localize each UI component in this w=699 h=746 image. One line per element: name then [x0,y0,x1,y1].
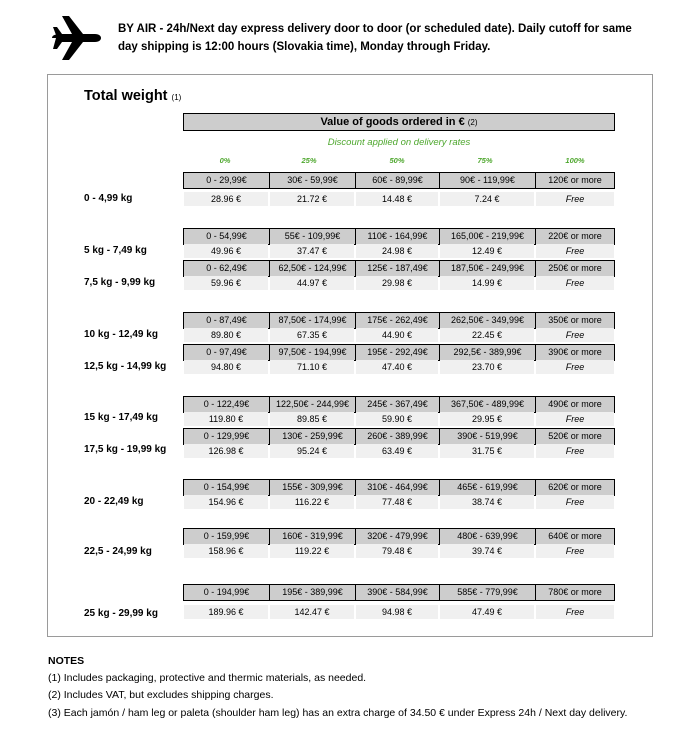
delivery-price-cell: Free [536,495,614,509]
delivery-price-cell: 95.24 € [270,444,354,458]
value-range-cell: 160€ - 319,99€ [269,528,356,545]
delivery-price-cell: Free [536,544,614,558]
value-range-cell: 0 - 154,99€ [183,479,270,496]
delivery-price-cell: Free [536,444,614,458]
value-range-cell: 245€ - 367,49€ [355,396,440,413]
value-range-cell: 310€ - 464,99€ [355,479,440,496]
value-range-cell: 195€ - 292,49€ [355,344,440,361]
delivery-price-cell: Free [536,412,614,426]
value-range-cell: 220€ or more [535,228,615,245]
delivery-price-cell: 49.96 € [184,244,268,258]
value-range-cell: 292,5€ - 389,99€ [439,344,536,361]
shipping-description: BY AIR - 24h/Next day express delivery door to door (or scheduled date). Daily cutoff for same day shipping is 12:00 hours (Slovakia time), Monday through Friday. [118,23,632,53]
delivery-price-cell: 31.75 € [440,444,534,458]
value-range-cell: 110€ - 164,99€ [355,228,440,245]
delivery-price-cell: 63.49 € [356,444,438,458]
value-range-cell: 0 - 29,99€ [183,172,270,189]
delivery-price-cell: 21.72 € [270,192,354,206]
value-range-cell: 250€ or more [535,260,615,277]
delivery-price-cell: 29.95 € [440,412,534,426]
delivery-price-cell: 44.90 € [356,328,438,342]
delivery-price-cell: 154.96 € [184,495,268,509]
value-range-cell: 130€ - 259,99€ [269,428,356,445]
value-range-cell: 780€ or more [535,584,615,601]
weight-label: 15 kg - 17,49 kg [84,412,158,423]
total-weight-heading: Total weight (1) [84,88,182,104]
note-1: (1) Includes packaging, protective and thermic materials, as needed. [48,672,367,684]
delivery-price-cell: Free [536,192,614,206]
delivery-price-cell: 119.80 € [184,412,268,426]
delivery-price-cell: 126.98 € [184,444,268,458]
value-range-cell: 97,50€ - 194,99€ [269,344,356,361]
delivery-price-cell: 38.74 € [440,495,534,509]
delivery-price-cell: Free [536,605,614,619]
weight-label: 22,5 - 24,99 kg [84,546,152,557]
delivery-price-cell: 47.40 € [356,360,438,374]
delivery-price-cell: 23.70 € [440,360,534,374]
note-3: (3) Each jamón / ham leg or paleta (shoulder ham leg) has an extra charge of 34.50 € under Express 24h / Next day delivery. [48,707,628,719]
delivery-price-cell: 89.85 € [270,412,354,426]
value-range-cell: 60€ - 89,99€ [355,172,440,189]
value-range-cell: 0 - 87,49€ [183,312,270,329]
notes-title: NOTES [48,655,85,667]
value-range-cell: 262,50€ - 349,99€ [439,312,536,329]
value-range-cell: 0 - 129,99€ [183,428,270,445]
delivery-price-cell: 94.80 € [184,360,268,374]
value-range-cell: 187,50€ - 249,99€ [439,260,536,277]
value-range-cell: 350€ or more [535,312,615,329]
delivery-price-cell: 67.35 € [270,328,354,342]
delivery-price-cell: 47.49 € [440,605,534,619]
value-range-cell: 465€ - 619,99€ [439,479,536,496]
value-range-cell: 87,50€ - 174,99€ [269,312,356,329]
weight-label: 7,5 kg - 9,99 kg [84,277,156,288]
delivery-price-cell: 59.96 € [184,276,268,290]
delivery-price-cell: 79.48 € [356,544,438,558]
value-range-cell: 585€ - 779,99€ [439,584,536,601]
value-range-cell: 390€ or more [535,344,615,361]
value-range-cell: 62,50€ - 124,99€ [269,260,356,277]
value-range-cell: 0 - 54,99€ [183,228,270,245]
weight-label: 0 - 4,99 kg [84,193,133,204]
delivery-price-cell: 14.99 € [440,276,534,290]
value-range-cell: 155€ - 309,99€ [269,479,356,496]
value-range-cell: 30€ - 59,99€ [269,172,356,189]
value-range-cell: 640€ or more [535,528,615,545]
delivery-price-cell: 142.47 € [270,605,354,619]
discount-label: Discount applied on delivery rates [327,137,471,148]
airplane-icon [50,14,102,62]
discount-100: 100% [565,156,585,165]
delivery-price-cell: 77.48 € [356,495,438,509]
delivery-price-cell: Free [536,328,614,342]
value-range-cell: 390€ - 584,99€ [355,584,440,601]
delivery-price-cell: 59.90 € [356,412,438,426]
value-range-cell: 0 - 97,49€ [183,344,270,361]
weight-label: 10 kg - 12,49 kg [84,329,158,340]
value-range-cell: 120€ or more [535,172,615,189]
delivery-price-cell: 7.24 € [440,192,534,206]
discount-50: 50% [389,156,405,165]
delivery-price-cell: Free [536,244,614,258]
value-range-cell: 0 - 159,99€ [183,528,270,545]
delivery-price-cell: 71.10 € [270,360,354,374]
delivery-price-cell: 29.98 € [356,276,438,290]
delivery-price-cell: 39.74 € [440,544,534,558]
delivery-price-cell: 119.22 € [270,544,354,558]
value-range-cell: 480€ - 639,99€ [439,528,536,545]
value-range-cell: 122,50€ - 244,99€ [269,396,356,413]
delivery-price-cell: 28.96 € [184,192,268,206]
delivery-price-cell: 44.97 € [270,276,354,290]
delivery-price-cell: 158.96 € [184,544,268,558]
delivery-price-cell: Free [536,276,614,290]
value-range-cell: 367,50€ - 489,99€ [439,396,536,413]
discount-25: 25% [301,156,317,165]
value-range-cell: 390€ - 519,99€ [439,428,536,445]
weight-label: 5 kg - 7,49 kg [84,245,147,256]
delivery-price-cell: 12.49 € [440,244,534,258]
weight-label: 12,5 kg - 14,99 kg [84,361,167,372]
value-range-cell: 0 - 62,49€ [183,260,270,277]
weight-label: 17,5 kg - 19,99 kg [84,444,167,455]
value-range-cell: 165,00€ - 219,99€ [439,228,536,245]
delivery-price-cell: 89.80 € [184,328,268,342]
delivery-price-cell: Free [536,360,614,374]
value-range-cell: 320€ - 479,99€ [355,528,440,545]
delivery-price-cell: 189.96 € [184,605,268,619]
delivery-price-cell: 24.98 € [356,244,438,258]
value-range-cell: 0 - 122,49€ [183,396,270,413]
value-range-cell: 490€ or more [535,396,615,413]
discount-75: 75% [477,156,493,165]
delivery-price-cell: 22.45 € [440,328,534,342]
delivery-price-cell: 116.22 € [270,495,354,509]
value-range-cell: 90€ - 119,99€ [439,172,536,189]
note-2: (2) Includes VAT, but excludes shipping charges. [48,689,274,701]
value-range-cell: 0 - 194,99€ [183,584,270,601]
discount-0: 0% [219,156,231,165]
delivery-price-cell: 14.48 € [356,192,438,206]
delivery-price-cell: 37.47 € [270,244,354,258]
weight-label: 20 - 22,49 kg [84,496,144,507]
value-range-cell: 55€ - 109,99€ [269,228,356,245]
value-range-cell: 260€ - 389,99€ [355,428,440,445]
value-range-cell: 175€ - 262,49€ [355,312,440,329]
value-header: Value of goods ordered in € (2) [183,113,615,131]
value-range-cell: 620€ or more [535,479,615,496]
delivery-price-cell: 94.98 € [356,605,438,619]
value-range-cell: 520€ or more [535,428,615,445]
value-range-cell: 195€ - 389,99€ [269,584,356,601]
value-range-cell: 125€ - 187,49€ [355,260,440,277]
weight-label: 25 kg - 29,99 kg [84,608,158,619]
